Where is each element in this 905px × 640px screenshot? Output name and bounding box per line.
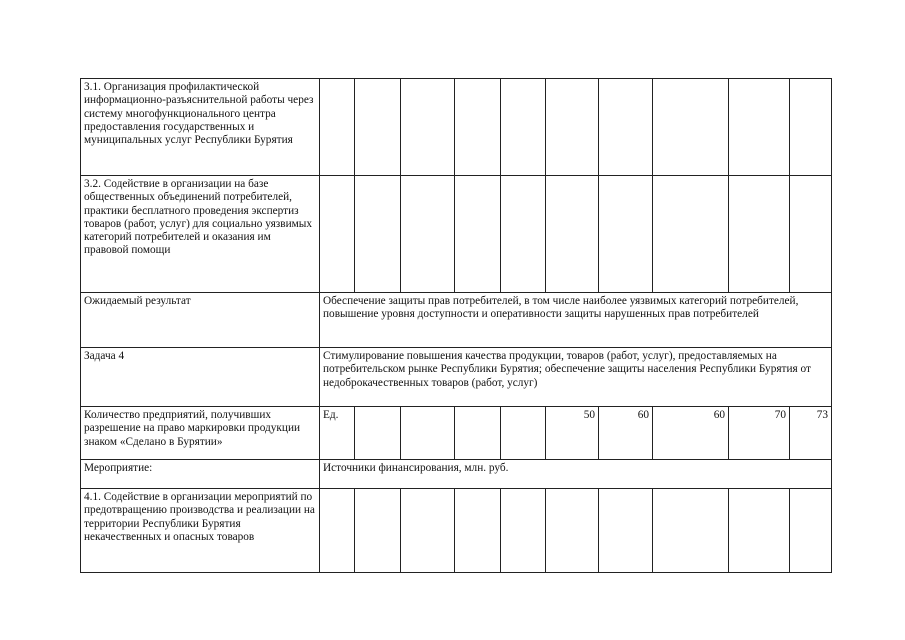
value-cell: [501, 489, 546, 573]
value-cell: 70: [729, 407, 790, 460]
value-cell: [790, 79, 832, 176]
value-cell: [546, 176, 599, 293]
row-description: Обеспечение защиты прав потребителей, в том числе наиболее уязвимых категорий потребителей, повышение уровня доступности и оперативности защиты нарушенных прав потребителей: [320, 293, 832, 348]
value-cell: 60: [599, 407, 653, 460]
row-description: Источники финансирования, млн. руб.: [320, 460, 832, 489]
program-table: [80, 78, 832, 573]
table-row: [81, 348, 832, 407]
value-cell: [355, 79, 401, 176]
value-cell: [455, 176, 501, 293]
value-cell: [501, 79, 546, 176]
value-cell: 50: [546, 407, 599, 460]
value-cell: [729, 176, 790, 293]
value-cell: [401, 489, 455, 573]
value-cell: [653, 79, 729, 176]
value-cell: [790, 176, 832, 293]
value-cell: [455, 407, 501, 460]
unit-cell: [320, 79, 355, 176]
table-row: [81, 79, 832, 176]
value-cell: [599, 489, 653, 573]
value-cell: [501, 176, 546, 293]
value-cell: [355, 407, 401, 460]
value-cell: [729, 79, 790, 176]
value-cell: [455, 79, 501, 176]
row-label: 3.2. Содействие в организации на базе общественных объединений потребителей, практики бесплатного проведения экспертиз товаров (работ, услуг) для социально уязвимых категорий потребителей и оказания им правовой помощи: [81, 176, 320, 293]
value-cell: [401, 176, 455, 293]
table-row: [81, 176, 832, 293]
value-cell: [599, 79, 653, 176]
row-label: 3.1. Организация профилактической информационно-разъяснительной работы через систему многофункционального центра предоставления государственных и муниципальных услуг Республики Бурятия: [81, 79, 320, 176]
value-cell: 60: [653, 407, 729, 460]
value-cell: [599, 176, 653, 293]
table-row: [81, 460, 832, 489]
value-cell: [355, 176, 401, 293]
value-cell: [546, 489, 599, 573]
table-row: [81, 293, 832, 348]
value-cell: [501, 407, 546, 460]
table-row: [81, 407, 832, 460]
row-label: Задача 4: [81, 348, 320, 407]
value-cell: [401, 407, 455, 460]
unit-cell: [320, 176, 355, 293]
table-row: [81, 489, 832, 573]
row-description: Стимулирование повышения качества продукции, товаров (работ, услуг), предоставляемых на потребительском рынке Республики Бурятия; обеспечение защиты населения Республики Бурятия от недоброкачественных товаров (работ, услуг): [320, 348, 832, 407]
value-cell: [790, 489, 832, 573]
row-label: Мероприятие:: [81, 460, 320, 489]
unit-cell: Ед.: [320, 407, 355, 460]
row-label: Ожидаемый результат: [81, 293, 320, 348]
value-cell: [355, 489, 401, 573]
value-cell: [729, 489, 790, 573]
document-page: [80, 78, 832, 573]
value-cell: [455, 489, 501, 573]
value-cell: [653, 489, 729, 573]
unit-cell: [320, 489, 355, 573]
value-cell: [546, 79, 599, 176]
value-cell: [401, 79, 455, 176]
value-cell: [653, 176, 729, 293]
value-cell: 73: [790, 407, 832, 460]
row-label: 4.1. Содействие в организации мероприятий по предотвращению производства и реализации на территории Республики Бурятия некачественных и опасных товаров: [81, 489, 320, 573]
row-label: Количество предприятий, получивших разрешение на право маркировки продукции знаком «Сделано в Бурятии»: [81, 407, 320, 460]
